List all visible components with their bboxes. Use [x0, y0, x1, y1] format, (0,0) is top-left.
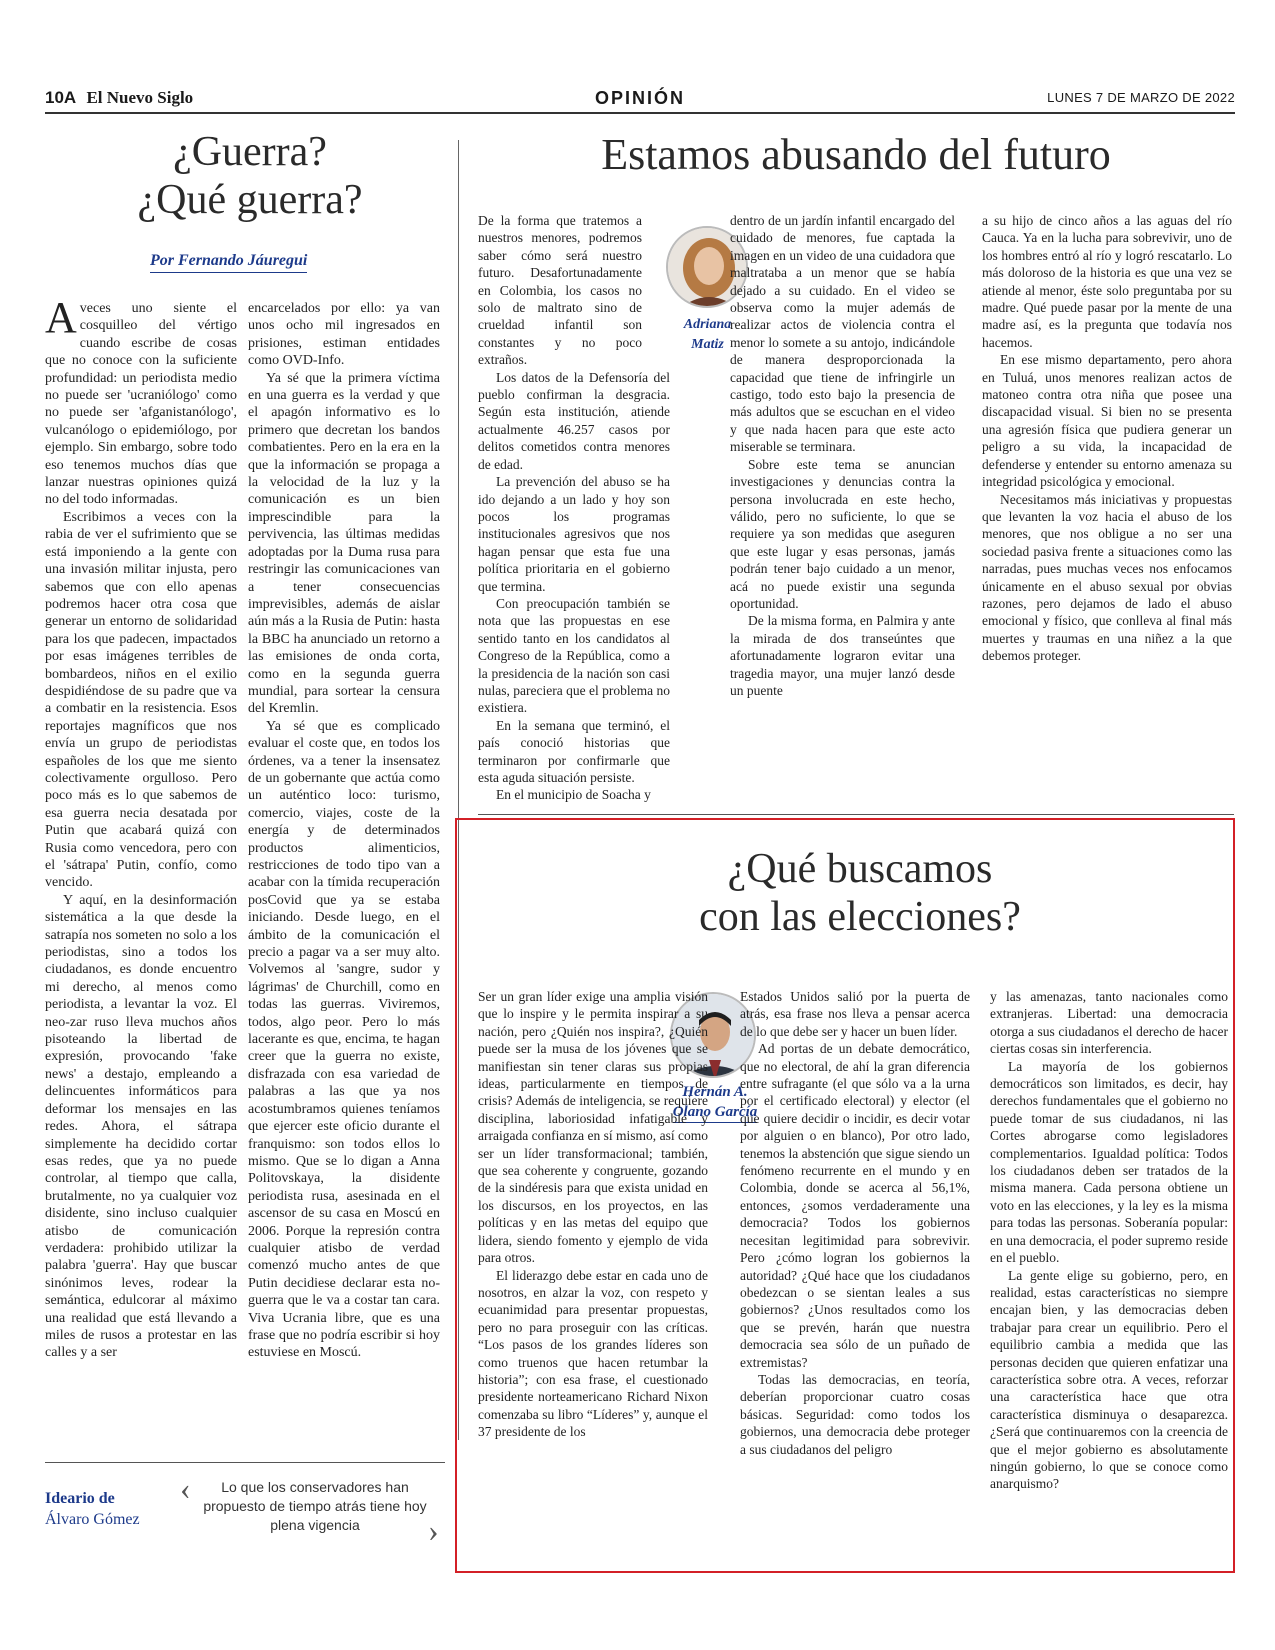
ideario-divider — [45, 1462, 445, 1463]
futuro-paragraph: Los datos de la Defensoría del pueblo confirman la desgracia. Según esta institución, atiende actualmente 46.257 casos por delitos cometidos contra menores de edad. — [478, 369, 670, 472]
elecciones-column-2 — [740, 988, 970, 1458]
guerra-paragraph: Ya sé que la primera víctima en una guerra es la verdad y que el apagón informativo es lo primero que decretan los bandos combatientes. Pero en la era en la que la información se propaga a la velocidad de la luz y la comunicación es un bien imprescindible para la pervivencia, las últimas medidas adoptadas por la Duma rusa para restringir las comunicaciones van a tener consecuencias imprevisibles, además de aislar aún más a la Rusia de Putin: hasta la BBC ha anunciado un retorno a las emisiones de onda corta, como en la segunda guerra mundial, para sortear la censura del Kremlin. — [248, 370, 440, 717]
ideario-heading — [45, 1488, 140, 1530]
guerra-paragraph: Ya sé que es complicado evaluar el coste que, en todos los órdenes, va a tener la insensatez de un gobernante que actúa como un auténtico loco: turismo, comercio, viajes, coste de la energía y de determinados productos alimenticios, restricciones de todo tipo van a acabar con la tímida recuperación posCovid que ya se estaba iniciando. Desde luego, en el ámbito de la comunicación el precio a pagar va a ser muy alto. Volvemos al 'sangre, sudor y lágrimas' de Churchill, como en todas las guerras. Viviremos, todos, algo peor. Pero lo más lacerante es que, encima, te hagan creer que la guerra no existe, disfrazada con esa variedad de palabras a las que ya nos acostumbramos quienes teníamos que ejercer este oficio durante el franquismo: son todos ellos lo mismo. Que se lo digan a Anna Politovskaya, la disidente periodista rusa, asesinada en el ascensor de su casa en Moscú en 2006. Porque la represión contra cualquier atisbo de verdad comenzó mucho antes de que Putin decidiese declarar esta no-guerra que le va a costar tan cara. Viva Ucrania libre, que es una frase que no podría escribir si hoy estuviese en Moscú. — [248, 718, 440, 1361]
futuro-paragraph: Con preocupación también se nota que las propuestas en ese sentido tanto en los candidatos al Congreso de la República, como a la presidencia de la nación son casi nulas, pareciera que el problema no existiera. — [478, 595, 670, 716]
futuro-paragraph: dentro de un jardín infantil encargado del cuidado de menores, fue captada la imagen en un video de una cuidadora que maltrataba a un menor que se había dejado a su cuidado. En el video se observa como la mujer además de realizar actos de violencia contra el menor lo somete a su antojo, indicándole de manera desproporcionada la capacidad que tiene de infringirle un castigo, todo esto bajo la presencia de más adultos que se escuchan en el video y que nada hacen para que este acto miserable se terminara. — [730, 213, 955, 455]
section-title: OPINIÓN — [594, 88, 685, 108]
elecciones-paragraph: La gente elige su gobierno, pero, en realidad, estas características no siempre encajan bien, y las democracias deben trabajar para crear un equilibrio. Pero el equilibrio cambia a medida que las personas deciden que quieren enfatizar una característica sobre otra. A veces, reforzar una característica hace que otra característica disminuya o desaparezca. ¿Será que continuaremos con la creencia de que el mejor gobierno es absolutamente ningún gobierno, lo que se conoce como anarquismo? — [990, 1267, 1228, 1492]
futuro-paragraph: La prevención del abuso se ha ido dejando a un lado y hoy son pocos los programas institucionales agresivos que nos hagan pensar que esta fue una política prioritaria en el gobierno que termina. — [478, 474, 670, 594]
futuro-paragraph: Necesitamos más iniciativas y propuestas que levanten la voz hacia el abuso de los menores, que nos obligue a no ser una sociedad pasiva frente a situaciones como las narradas, pues muchas veces nos enfocamos únicamente en el abuso sexual por obvias razones, pero dejamos de lado el abuso emocional y físico, que conlleva al final más muertes y traumas en una niñez a la que debemos proteger. — [982, 491, 1232, 664]
elecciones-title-line1: ¿Qué buscamos — [727, 846, 993, 892]
ideario-quote: Lo que los conservadores han propuesto de tiempo atrás tiene hoy plena vigencia — [203, 1479, 427, 1533]
guerra-title — [60, 128, 440, 225]
guerra-paragraph: Y aquí, en la desinformación sistemática a la que desde la satrapía nos someten no solo a los periodistas, sino a todos los ciudadanos, es donde encuentro mi derecho, al menos como periodista, a levantar la voz. El neo-zar ruso lleva muchos años pisoteando la libertad de expresión, provocando 'fake news' a destajo, empleando a delincuentes informáticos para deformar los mensajes en las redes. Ahora, el sátrapa simplemente ha decidido cortar esas redes, que ya no puede controlar, al tiempo que calla, brutalmente, no ya cualquier voz disidente, sino incluso cualquier atisbo de comunicación verdadera: prohibido utilizar la palabra 'guerra'. Hay que buscar sinónimos leves, rodear la semántica, edulcorar al máximo una realidad que está llevando a miles de rusos a protestar en las calles y a ser — [45, 892, 237, 1361]
article-divider — [478, 814, 1234, 815]
elecciones-paragraph: Todas las democracias, en teoría, deberían proporcionar cuatro cosas básicas. Seguridad: como todos los gobiernos, una democracia debe proteger a sus ciudadanos del peligro — [740, 1371, 970, 1457]
guerra-paragraph: Escribimos a veces con la rabia de ver el sufrimiento que se está imponiendo a la gente con una invasión militar injusta, pero sabemos que con ello apenas podremos hacer otra cosa que generar un entorno de solidaridad para los que padecen, impactados por esas imágenes terribles de bombardeos, niños en el exilio despidiéndose de su padre que va a combatir en la resistencia. Esos reportajes magníficos que nos envía un grupo de periodistas españoles de los que me siento colectivamente orgulloso. Pero poco más es lo que sabemos de esa guerra necia desatada por Putin que acabará quizá con Rusia como vencedora, pero con el 'sátrapa' Putin, confío, como vencido. — [45, 509, 237, 891]
ideario-author: Álvaro Gómez — [45, 1511, 140, 1528]
guerra-byline: Por Fernando Jáuregui — [150, 252, 307, 273]
issue-date: LUNES 7 DE MARZO DE 2022 — [1047, 90, 1235, 105]
header-divider — [45, 112, 1235, 114]
futuro-paragraph: a su hijo de cinco años a las aguas del río Cauca. Ya en la lucha para sobrevivir, uno de los hombres entró al río y logró rescatarlo. Lo más doloroso de la historia es que una vez se atiende al menor, éste solo preguntaba por su madre. Qué puede pasar por la mente de una madre así, es la pregunta que todavía nos hacemos. — [982, 213, 1232, 350]
guerra-title-line1: ¿Guerra? — [173, 129, 327, 175]
elecciones-paragraph: Ad portas de un debate democrático, que no electoral, de ahí la gran diferencia entre sufragante (el que sólo va a la urna por el certificado electoral) y elector (el que quiere decidir o incidir, es decir votar por alguien o en blanco), Por otro lado, tenemos la abstención que sigue siendo un fenómeno recurrente en el mundo y en Colombia, donde se acerca al 56,1%, entonces, ¿somos verdaderamente una democracia? Todos los gobiernos necesitan legitimidad para sobrevivir. Pero ¿cómo logran los gobiernos la autoridad? ¿Qué hace que los ciudadanos obedezcan o se sientan leales a sus gobiernos? ¿Unos resultados como los que se prevén, harán que nuestra democracia sea sólo de un puñado de extremistas? — [740, 1041, 970, 1370]
futuro-paragraph: Sobre este tema se anuncian investigaciones y denuncias contra la persona involucrada en este hecho, válido, pero no suficiente, lo que se requiere ya son medidas que aseguren que este lugar y esas personas, jamás podrán tener bajo cuidado a un menor, acá no puede existir una segunda oportunidad. — [730, 456, 955, 611]
elecciones-paragraph: y las amenazas, tanto nacionales como extranjeras. Libertad: una democracia otorga a sus ciudadanos el derecho de hacer ciertas cosas sin interferencia. — [990, 989, 1228, 1057]
futuro-column-2 — [730, 212, 955, 699]
elecciones-column-3 — [990, 988, 1228, 1493]
close-quote-icon: › — [428, 1512, 439, 1548]
elecciones-paragraph: La mayoría de los gobiernos democráticos son limitados, es decir, hay derechos fundamentales que el gobierno no puede tomar de sus ciudadanos, ni las Cortes abrogarse como legisladores complementarios. Igualdad política: Todos los ciudadanos deben ser tratados de la misma manera. Cada persona obtiene un voto en las elecciones, y la ley es la misma para todas las personas. Soberanía popular: en una democracia, el poder supremo reside en el pueblo. — [990, 1058, 1228, 1266]
guerra-column-2 — [248, 300, 440, 1362]
futuro-column-1 — [478, 212, 670, 804]
elecciones-paragraph: Ser un gran líder exige una amplia visión que lo inspire y le permita inspirar a su nación, pero ¿Quién nos inspira?, ¿Quién puede ser la musa de los jóvenes que se manifiestan sin tener claras sus propias ideas, particularmente en tiempos de crisis? Además de inteligencia, se requiere disciplina, laboriosidad infatigable y arraigada confianza en sí mismo, así como ser un líder transformacional; también, que sea coherente y congruente, gozando de la sindéresis para que exista unidad en los discursos, en los proyectos, en las políticas y en las metas del equipo que lidera, siendo fomento y ejemplo de vida para otros. — [478, 989, 708, 1266]
futuro-paragraph: De la misma forma, en Palmira y ante la mirada de dos transeúntes que afortunadamente lograron evitar una tragedia mayor, una mujer lanzó desde un puente — [730, 613, 955, 698]
guerra-paragraph: A veces uno siente el cosquilleo del vértigo cuando escribe de cosas que no conoce con la suficiente profundidad: un periodista medio no puede ser 'ucraniólogo' como no puede ser 'afganistanólogo', vulcanólogo o epidemiólogo, por ejemplo. Sin embargo, sobre todo eso tenemos muchos días que lanzar nuestras opiniones quizá no del todo informadas. — [45, 293, 237, 508]
guerra-column-1 — [45, 293, 237, 1362]
page-number: 10A — [45, 88, 77, 107]
elecciones-title — [500, 845, 1220, 942]
open-quote-icon: ‹ — [180, 1470, 191, 1506]
futuro-paragraph: En el municipio de Soacha y — [496, 787, 651, 803]
futuro-paragraph: En la semana que terminó, el país conoció historias que terminaron por confirmarle que esta aguda situación persiste. — [478, 717, 670, 785]
elecciones-paragraph: Estados Unidos salió por la puerta de atrás, esa frase nos lleva a pensar acerca de lo que debe ser y hacer un buen líder. — [740, 989, 970, 1039]
guerra-paragraph: encarcelados por ello: ya van unos ocho mil ingresados en prisiones, estiman entidades como OVD-Info. — [248, 301, 440, 369]
author-last-name: Matiz — [691, 337, 724, 352]
futuro-paragraph: De la forma que tratemos a nuestros menores, podremos saber cómo será nuestro futuro. Desafortunadamente en Colombia, los casos no solo de maltrato sino de crueldad infantil son constantes y no poco extraños. — [478, 213, 642, 368]
ideario-title: Ideario de — [45, 1490, 115, 1507]
futuro-column-3 — [982, 212, 1232, 665]
newspaper-name: El Nuevo Siglo — [86, 88, 194, 107]
page-header — [45, 88, 1235, 112]
author-first-name: Hernán A. — [682, 1084, 748, 1100]
elecciones-column-1 — [478, 988, 708, 1441]
author-first-name: Adriana — [683, 317, 732, 332]
elecciones-title-line2: con las elecciones? — [699, 894, 1021, 941]
guerra-title-line2: ¿Qué guerra? — [137, 177, 363, 224]
elecciones-paragraph: El liderazgo debe estar en cada uno de nosotros, en alzar la voz, con respeto y ecuanimidad para presentar propuestas, pero no para proseguir con las críticas. “Los pasos de los grandes líderes son como truenos que hacen retumbar la historia”; con esa frase, el cuestionado presidente norteamericano Richard Nixon comenzaba su libro “Líderes” y, aunque el 37 presidente de los — [478, 1267, 708, 1440]
futuro-paragraph: En ese mismo departamento, pero ahora en Tuluá, unos menores realizan actos de matoneo contra otra niña que posee una discapacidad visual. Si bien no se presenta una agresión física que pudiera generar un peligro a su vida, la incapacidad de defenderse y entender su entorno amenaza su integridad psicológica y emocional. — [982, 352, 1232, 490]
author-last-name: Olano García — [673, 1102, 758, 1123]
futuro-title: Estamos abusando del futuro — [601, 130, 1111, 179]
